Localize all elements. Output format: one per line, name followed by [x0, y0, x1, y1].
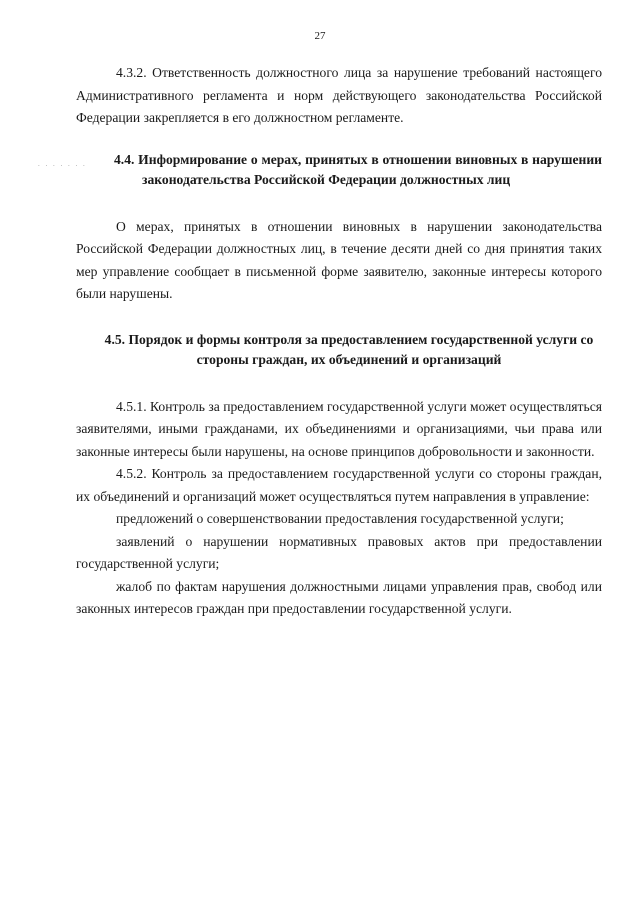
page-number: 27	[314, 30, 326, 42]
heading-4-5: 4.5. Порядок и формы контроля за предоставлением государственной услуги со стороны граждан, их объединений и организаций	[104, 331, 594, 367]
list-item-statements: заявлений о нарушении нормативных правовых актов при предоставлении государственной услуги;	[76, 533, 602, 571]
margin-scan-marks: . . . . . . .	[38, 160, 87, 168]
heading-4-4: 4.4. Информирование о мерах, принятых в отношении виновных в нарушении законодательства Российской Федерации должностных лиц	[114, 151, 602, 187]
paragraph-4-3-2: 4.3.2. Ответственность должностного лица за нарушение требований настоящего Административного регламента и норм действующего законодательства Российской Федерации закрепляется в его должностном регламенте.	[76, 65, 602, 125]
document-body	[76, 62, 602, 621]
paragraph-4-4: О мерах, принятых в отношении виновных в нарушении законодательства Российской Федерации должностных лиц, в течение десяти дней со дня принятия таких мер управление сообщает в письменной форме заявителю, законные интересы которого были нарушены.	[76, 218, 602, 301]
paragraph-4-5-2: 4.5.2. Контроль за предоставлением государственной услуги со стороны граждан, их объединений и организаций может осуществляться путем направления в управление:	[76, 466, 602, 504]
paragraph-4-5-1: 4.5.1. Контроль за предоставлением государственной услуги может осуществляться заявителями, иными гражданами, их объединениями и организациями, чьи права или законные интересы были нарушены, на основе принципов добровольности и законности.	[76, 398, 602, 459]
list-item-proposals: предложений о совершенствовании предоставления государственной услуги;	[116, 511, 564, 526]
list-item-complaints: жалоб по фактам нарушения должностными лицами управления прав, свобод или законных интересов граждан при предоставлении государственной услуги.	[76, 578, 602, 616]
